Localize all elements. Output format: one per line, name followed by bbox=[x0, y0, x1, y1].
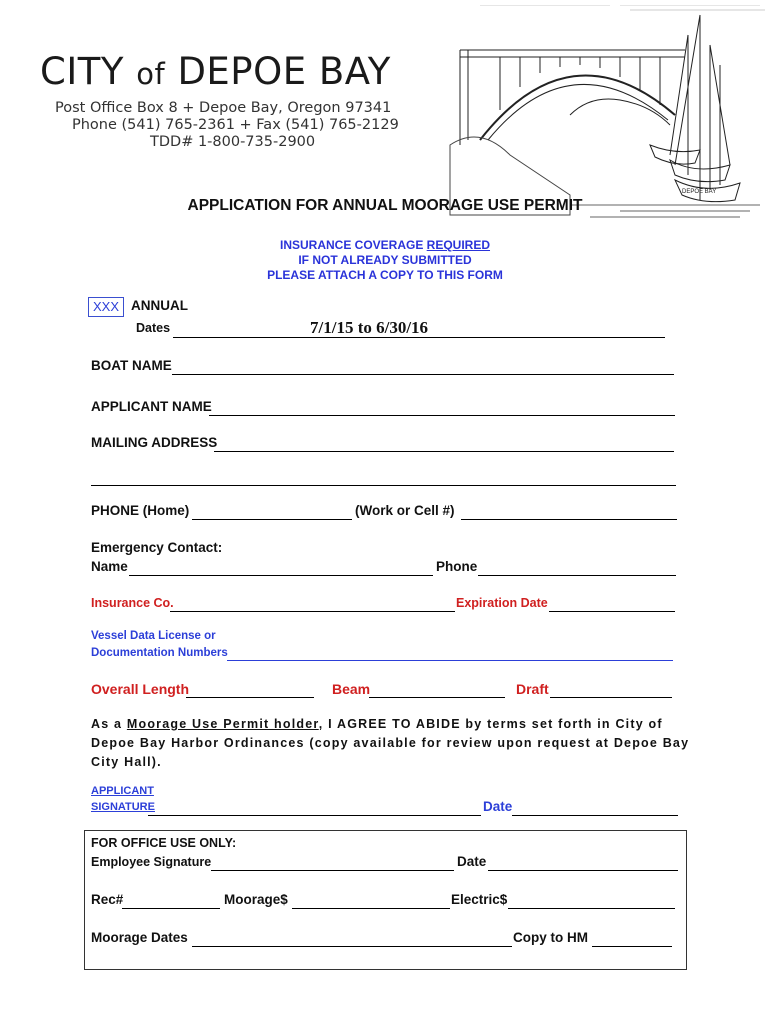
city-phone-fax: Phone (541) 765-2361 + Fax (541) 765-2129 bbox=[72, 117, 399, 133]
office-date-label: Date bbox=[457, 854, 487, 869]
work-cell-label: (Work or Cell #) bbox=[355, 503, 455, 518]
annual-label: ANNUAL bbox=[131, 298, 188, 313]
moorage-dates-label: Moorage Dates bbox=[91, 930, 188, 945]
office-use-box bbox=[84, 830, 687, 970]
moorage-dates-field[interactable] bbox=[192, 946, 512, 947]
employee-signature-label: Employee Signature bbox=[91, 855, 212, 869]
signature-date-label: Date bbox=[483, 799, 513, 814]
copy-to-hm-field[interactable] bbox=[592, 946, 672, 947]
office-date-field[interactable] bbox=[488, 870, 678, 871]
agreement-holder: Moorage Use Permit holder bbox=[126, 717, 319, 731]
insurance-notice-text: INSURANCE COVERAGE bbox=[279, 238, 427, 252]
beam-field[interactable] bbox=[369, 697, 505, 698]
insurance-notice-line2: IF NOT ALREADY SUBMITTED bbox=[298, 253, 472, 267]
phone-home-label: PHONE (Home) bbox=[91, 503, 190, 518]
emergency-phone-field[interactable] bbox=[478, 575, 676, 576]
vessel-data-label-2: Documentation Numbers bbox=[91, 647, 228, 659]
form-title: APPLICATION FOR ANNUAL MOORAGE USE PERMIT bbox=[187, 197, 583, 214]
emergency-name-label: Name bbox=[91, 559, 128, 574]
moorage-field[interactable] bbox=[292, 908, 450, 909]
expiration-date-label: Expiration Date bbox=[456, 596, 548, 610]
phone-home-field[interactable] bbox=[192, 519, 352, 520]
applicant-name-label: APPLICANT NAME bbox=[91, 399, 212, 414]
city-address: Post Office Box 8 + Depoe Bay, Oregon 97341 bbox=[55, 100, 392, 116]
agreement-pre: As a bbox=[91, 717, 127, 731]
applicant-label: APPLICANT bbox=[91, 785, 154, 797]
city-name-of: of bbox=[136, 57, 166, 91]
insurance-notice-line3: PLEASE ATTACH A COPY TO THIS FORM bbox=[267, 268, 503, 282]
work-cell-field[interactable] bbox=[461, 519, 677, 520]
city-tdd: TDD# 1-800-735-2900 bbox=[150, 134, 316, 150]
city-name bbox=[40, 50, 391, 93]
agreement-text bbox=[91, 715, 691, 772]
signature-date-field[interactable] bbox=[512, 815, 678, 816]
vessel-data-field[interactable] bbox=[227, 660, 673, 661]
overall-length-field[interactable] bbox=[186, 697, 314, 698]
dates-value: 7/1/15 to 6/30/16 bbox=[310, 318, 429, 337]
overall-length-label: Overall Length bbox=[91, 681, 190, 697]
employee-signature-field[interactable] bbox=[211, 870, 454, 871]
insurance-notice-line1 bbox=[0, 238, 770, 252]
draft-field[interactable] bbox=[550, 697, 672, 698]
office-use-header: FOR OFFICE USE ONLY: bbox=[91, 836, 237, 850]
boat-label: DEPOE BAY bbox=[682, 189, 717, 195]
agreement-post: , I AGREE TO ABIDE by terms set forth in City of Depoe Bay Harbor Ordinances (copy available for review upon request at Depoe Bay City Hall). bbox=[91, 717, 690, 769]
rec-field[interactable] bbox=[122, 908, 220, 909]
moorage-label: Moorage$ bbox=[224, 892, 288, 907]
insurance-notice-required: REQUIRED bbox=[426, 238, 491, 252]
applicant-name-field[interactable] bbox=[209, 415, 675, 416]
emergency-phone-label: Phone bbox=[436, 559, 478, 574]
electric-field[interactable] bbox=[508, 908, 675, 909]
beam-label: Beam bbox=[332, 681, 371, 697]
dates-label: Dates bbox=[136, 321, 171, 335]
boat-name-label: BOAT NAME bbox=[91, 358, 172, 373]
copy-to-hm-label: Copy to HM bbox=[513, 930, 588, 945]
mailing-address-field-2[interactable] bbox=[91, 485, 676, 486]
annual-checkbox[interactable]: XXX bbox=[88, 297, 124, 317]
signature-label: SIGNATURE bbox=[91, 801, 155, 813]
emergency-contact-label: Emergency Contact: bbox=[91, 540, 223, 555]
draft-label: Draft bbox=[516, 681, 549, 697]
mailing-address-field[interactable] bbox=[214, 451, 674, 452]
emergency-name-field[interactable] bbox=[129, 575, 433, 576]
insurance-co-field[interactable] bbox=[170, 611, 455, 612]
vessel-data-label-1: Vessel Data License or bbox=[91, 630, 216, 642]
expiration-date-field[interactable] bbox=[549, 611, 675, 612]
bridge-harbor-illustration bbox=[420, 5, 770, 225]
city-name-part2: DEPOE BAY bbox=[177, 50, 391, 93]
applicant-signature-field[interactable] bbox=[148, 815, 481, 816]
boat-name-field[interactable] bbox=[172, 374, 674, 375]
mailing-address-label: MAILING ADDRESS bbox=[91, 435, 218, 450]
city-name-part1: CITY bbox=[40, 50, 124, 93]
insurance-co-label: Insurance Co. bbox=[91, 596, 174, 610]
electric-label: Electric$ bbox=[451, 892, 508, 907]
rec-label: Rec# bbox=[91, 892, 124, 907]
